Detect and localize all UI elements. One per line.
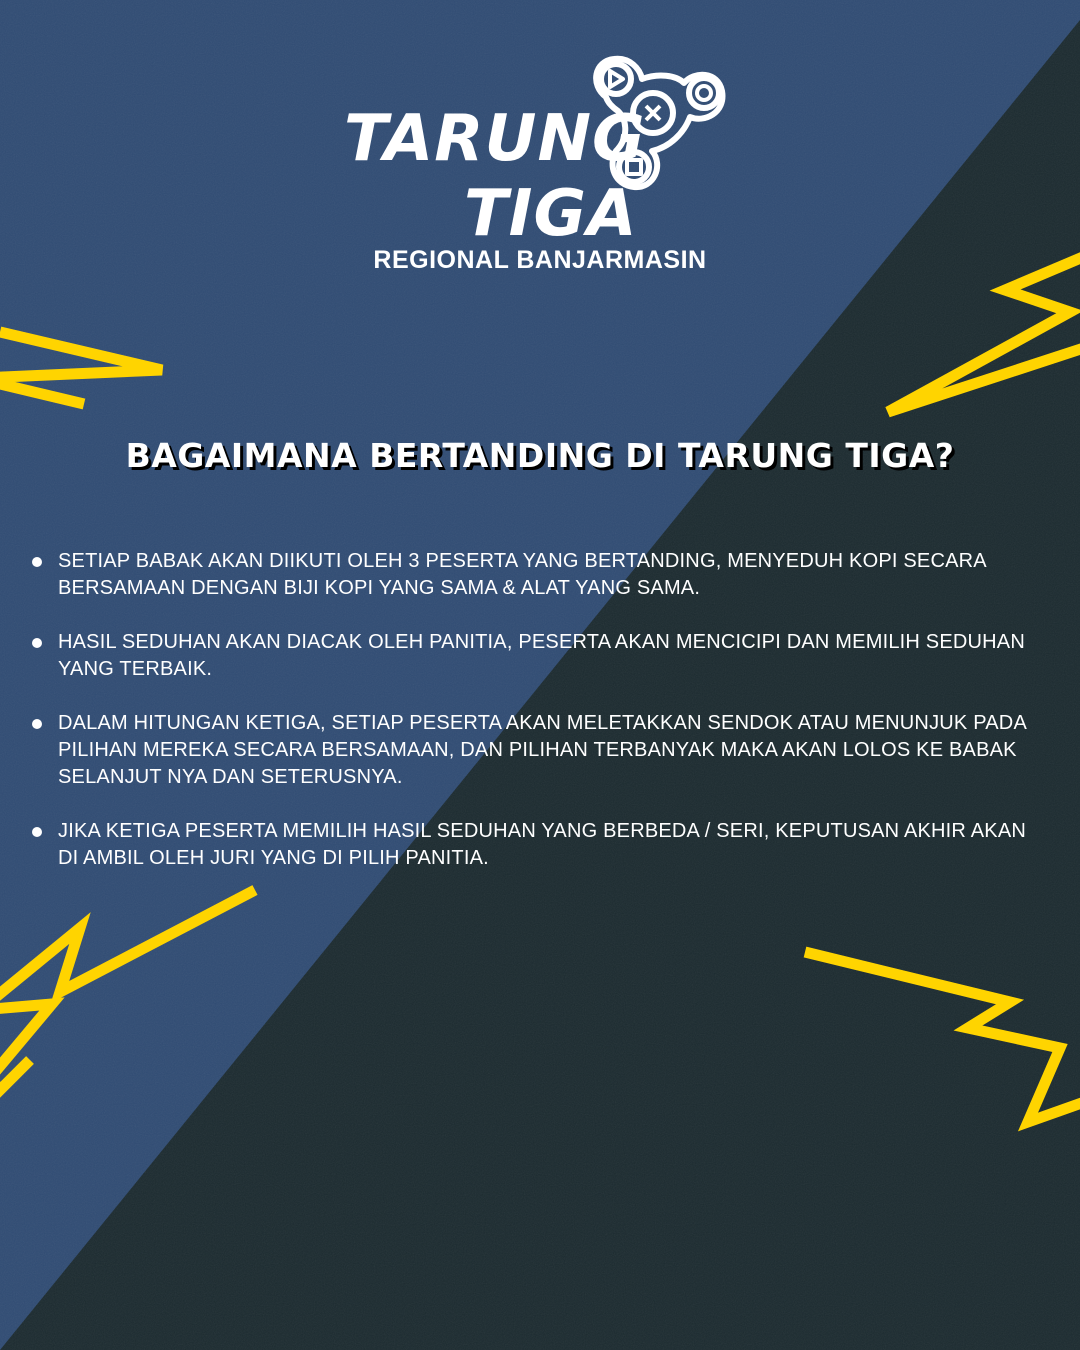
region-subtitle: REGIONAL BANJARMASIN bbox=[373, 246, 707, 274]
list-item bbox=[32, 710, 1042, 791]
logo-word-tarung: TARUNG bbox=[344, 102, 646, 176]
bullet-dot-icon bbox=[32, 719, 42, 729]
list-item bbox=[32, 548, 1042, 602]
bullet-dot-icon bbox=[32, 827, 42, 837]
square-button-circle bbox=[619, 152, 649, 182]
rule-text: JIKA KETIGA PESERTA MEMILIH HASIL SEDUHAN YANG BERBEDA / SERI, KEPUTUSAN AKHIR AKAN DI AMBIL OLEH JURI YANG DI PILIH PANITIA. bbox=[58, 820, 1026, 869]
rules-list bbox=[32, 548, 1042, 899]
rule-text: DALAM HITUNGAN KETIGA, SETIAP PESERTA AKAN MELETAKKAN SENDOK ATAU MENUNJUK PADA PILIHAN MEREKA SECARA BERSAMAAN, DAN PILIHAN TERBANYAK MAKA AKAN LOLOS KE BABAK SELANJUT NYA DAN SETERUSNYA. bbox=[58, 712, 1026, 788]
circle-glyph bbox=[697, 86, 711, 100]
triangle-glyph bbox=[610, 71, 623, 87]
fidget-spinner-controller-icon bbox=[580, 55, 740, 195]
bullet-dot-icon bbox=[32, 638, 42, 648]
list-item bbox=[32, 818, 1042, 872]
list-item bbox=[32, 629, 1042, 683]
triangle-button-circle bbox=[601, 64, 631, 94]
rule-text: SETIAP BABAK AKAN DIIKUTI OLEH 3 PESERTA YANG BERTANDING, MENYEDUH KOPI SECARA BERSAMAAN DENGAN BIJI KOPI YANG SAMA & ALAT YANG SAMA. bbox=[58, 550, 986, 599]
logo-word-tiga: TIGA bbox=[464, 177, 638, 251]
rule-text: HASIL SEDUHAN AKAN DIACAK OLEH PANITIA, PESERTA AKAN MENCICIPI DAN MEMILIH SEDUHAN YANG TERBAIK. bbox=[58, 631, 1025, 680]
circle-button-circle bbox=[689, 78, 719, 108]
square-glyph bbox=[627, 160, 641, 174]
bullet-dot-icon bbox=[32, 557, 42, 567]
tarung-tiga-logo bbox=[340, 55, 740, 251]
page-title: BAGAIMANA BERTANDING DI TARUNG TIGA? bbox=[125, 436, 955, 475]
